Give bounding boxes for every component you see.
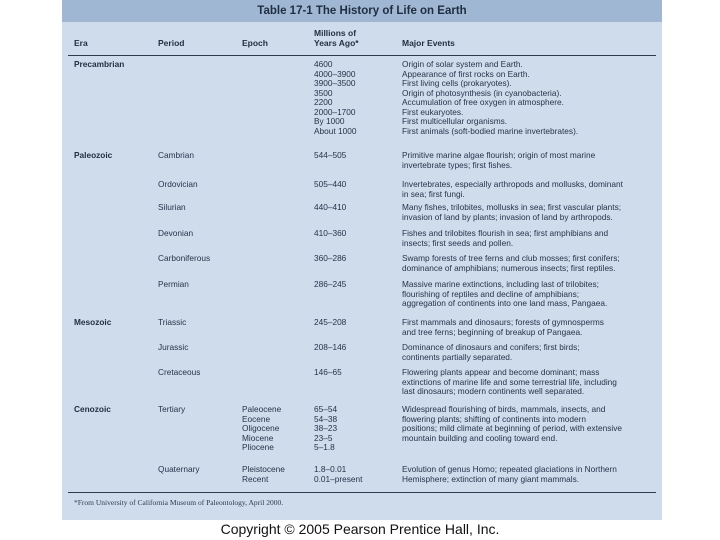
cell-events: Massive marine extinctions, including last of trilobites; flourishing of reptiles and decline of amphibians; aggregation of continents into one land mass, Pangaea. xyxy=(402,279,608,308)
copyright-notice: Copyright © 2005 Pearson Prentice Hall, Inc. xyxy=(220,521,500,537)
cell-mya: 410–360 xyxy=(314,228,347,238)
cell-era: Mesozoic xyxy=(74,317,112,327)
cell-period: Triassic xyxy=(158,317,187,327)
cell-mya: 505–440 xyxy=(314,179,347,189)
header-era: Era xyxy=(74,38,88,48)
cell-period: Ordovician xyxy=(158,179,198,189)
header-epoch: Epoch xyxy=(242,38,268,48)
header-mya: Millions of Years Ago* xyxy=(314,28,359,48)
cell-period: Permian xyxy=(158,279,189,289)
cell-events: Invertebrates, especially arthropods and mollusks, dominant in sea; first fungi. xyxy=(402,179,623,199)
cell-mya: 1.8–0.01 0.01–present xyxy=(314,464,363,484)
table-panel xyxy=(62,0,662,520)
cell-mya: 65–54 54–38 38–23 23–5 5–1.8 xyxy=(314,404,338,452)
cell-events: Origin of solar system and Earth. Appearance of first rocks on Earth. First living cells (prokaryotes). Origin of photosynthesis (in cyanobacteria). Accumulation of free oxygen in atmosphere. First eukaryotes. First multicellular organisms. First animals (soft-bodied marine invertebrates). xyxy=(402,59,579,136)
cell-mya: 544–505 xyxy=(314,150,347,160)
cell-mya: 245–208 xyxy=(314,317,347,327)
cell-mya: 286–245 xyxy=(314,279,347,289)
cell-mya: 4600 4000–3900 3900–3500 3500 2200 2000–1700 By 1000 About 1000 xyxy=(314,59,357,136)
cell-mya: 208–146 xyxy=(314,342,347,352)
cell-epoch: Pleistocene Recent xyxy=(242,464,285,484)
cell-epoch: Paleocene Eocene Oligocene Miocene Pliocene xyxy=(242,404,282,452)
cell-mya: 440–410 xyxy=(314,202,347,212)
cell-period: Cambrian xyxy=(158,150,194,160)
footer-rule xyxy=(68,492,656,493)
cell-period: Cretaceous xyxy=(158,367,201,377)
table-footnote: *From University of California Museum of Paleontology, April 2000. xyxy=(74,498,284,507)
cell-events: Primitive marine algae flourish; origin of most marine invertebrate types; first fishes. xyxy=(402,150,596,170)
cell-period: Tertiary xyxy=(158,404,186,414)
cell-events: Fishes and trilobites flourish in sea; first amphibians and insects; first seeds and pollen. xyxy=(402,228,609,248)
cell-mya: 146–65 xyxy=(314,367,342,377)
cell-era: Precambrian xyxy=(74,59,125,69)
cell-era: Paleozoic xyxy=(74,150,113,160)
cell-events: Evolution of genus Homo; repeated glaciations in Northern Hemisphere; extinction of many giant mammals. xyxy=(402,464,617,484)
cell-era: Cenozoic xyxy=(74,404,111,414)
cell-period: Devonian xyxy=(158,228,194,238)
cell-events: Many fishes, trilobites, mollusks in sea; first vascular plants; invasion of land by plants; invasion of land by arthropods. xyxy=(402,202,622,222)
cell-period: Jurassic xyxy=(158,342,189,352)
cell-mya: 360–286 xyxy=(314,253,347,263)
header-events: Major Events xyxy=(402,38,455,48)
cell-period: Quaternary xyxy=(158,464,200,474)
cell-events: Flowering plants appear and become dominant; mass extinctions of marine life and some terrestrial life, including last dinosaurs; modern continents well separated. xyxy=(402,367,617,396)
cell-period: Carboniferous xyxy=(158,253,211,263)
header-rule xyxy=(68,55,656,56)
cell-events: Dominance of dinosaurs and conifers; first birds; continents partially separated. xyxy=(402,342,580,362)
cell-events: First mammals and dinosaurs; forests of gymnosperms and tree ferns; beginning of breakup of Pangaea. xyxy=(402,317,604,337)
cell-events: Swamp forests of tree ferns and club mosses; first conifers; dominance of amphibians; numerous insects; first reptiles. xyxy=(402,253,620,273)
cell-period: Silurian xyxy=(158,202,186,212)
cell-events: Widespread flourishing of birds, mammals, insects, and flowering plants; shifting of continents into modern positions; mild climate at beginning of period, with extensive mountain building and cooling toward end. xyxy=(402,404,622,443)
table-title: Table 17-1 The History of Life on Earth xyxy=(257,5,467,17)
header-period: Period xyxy=(158,38,185,48)
